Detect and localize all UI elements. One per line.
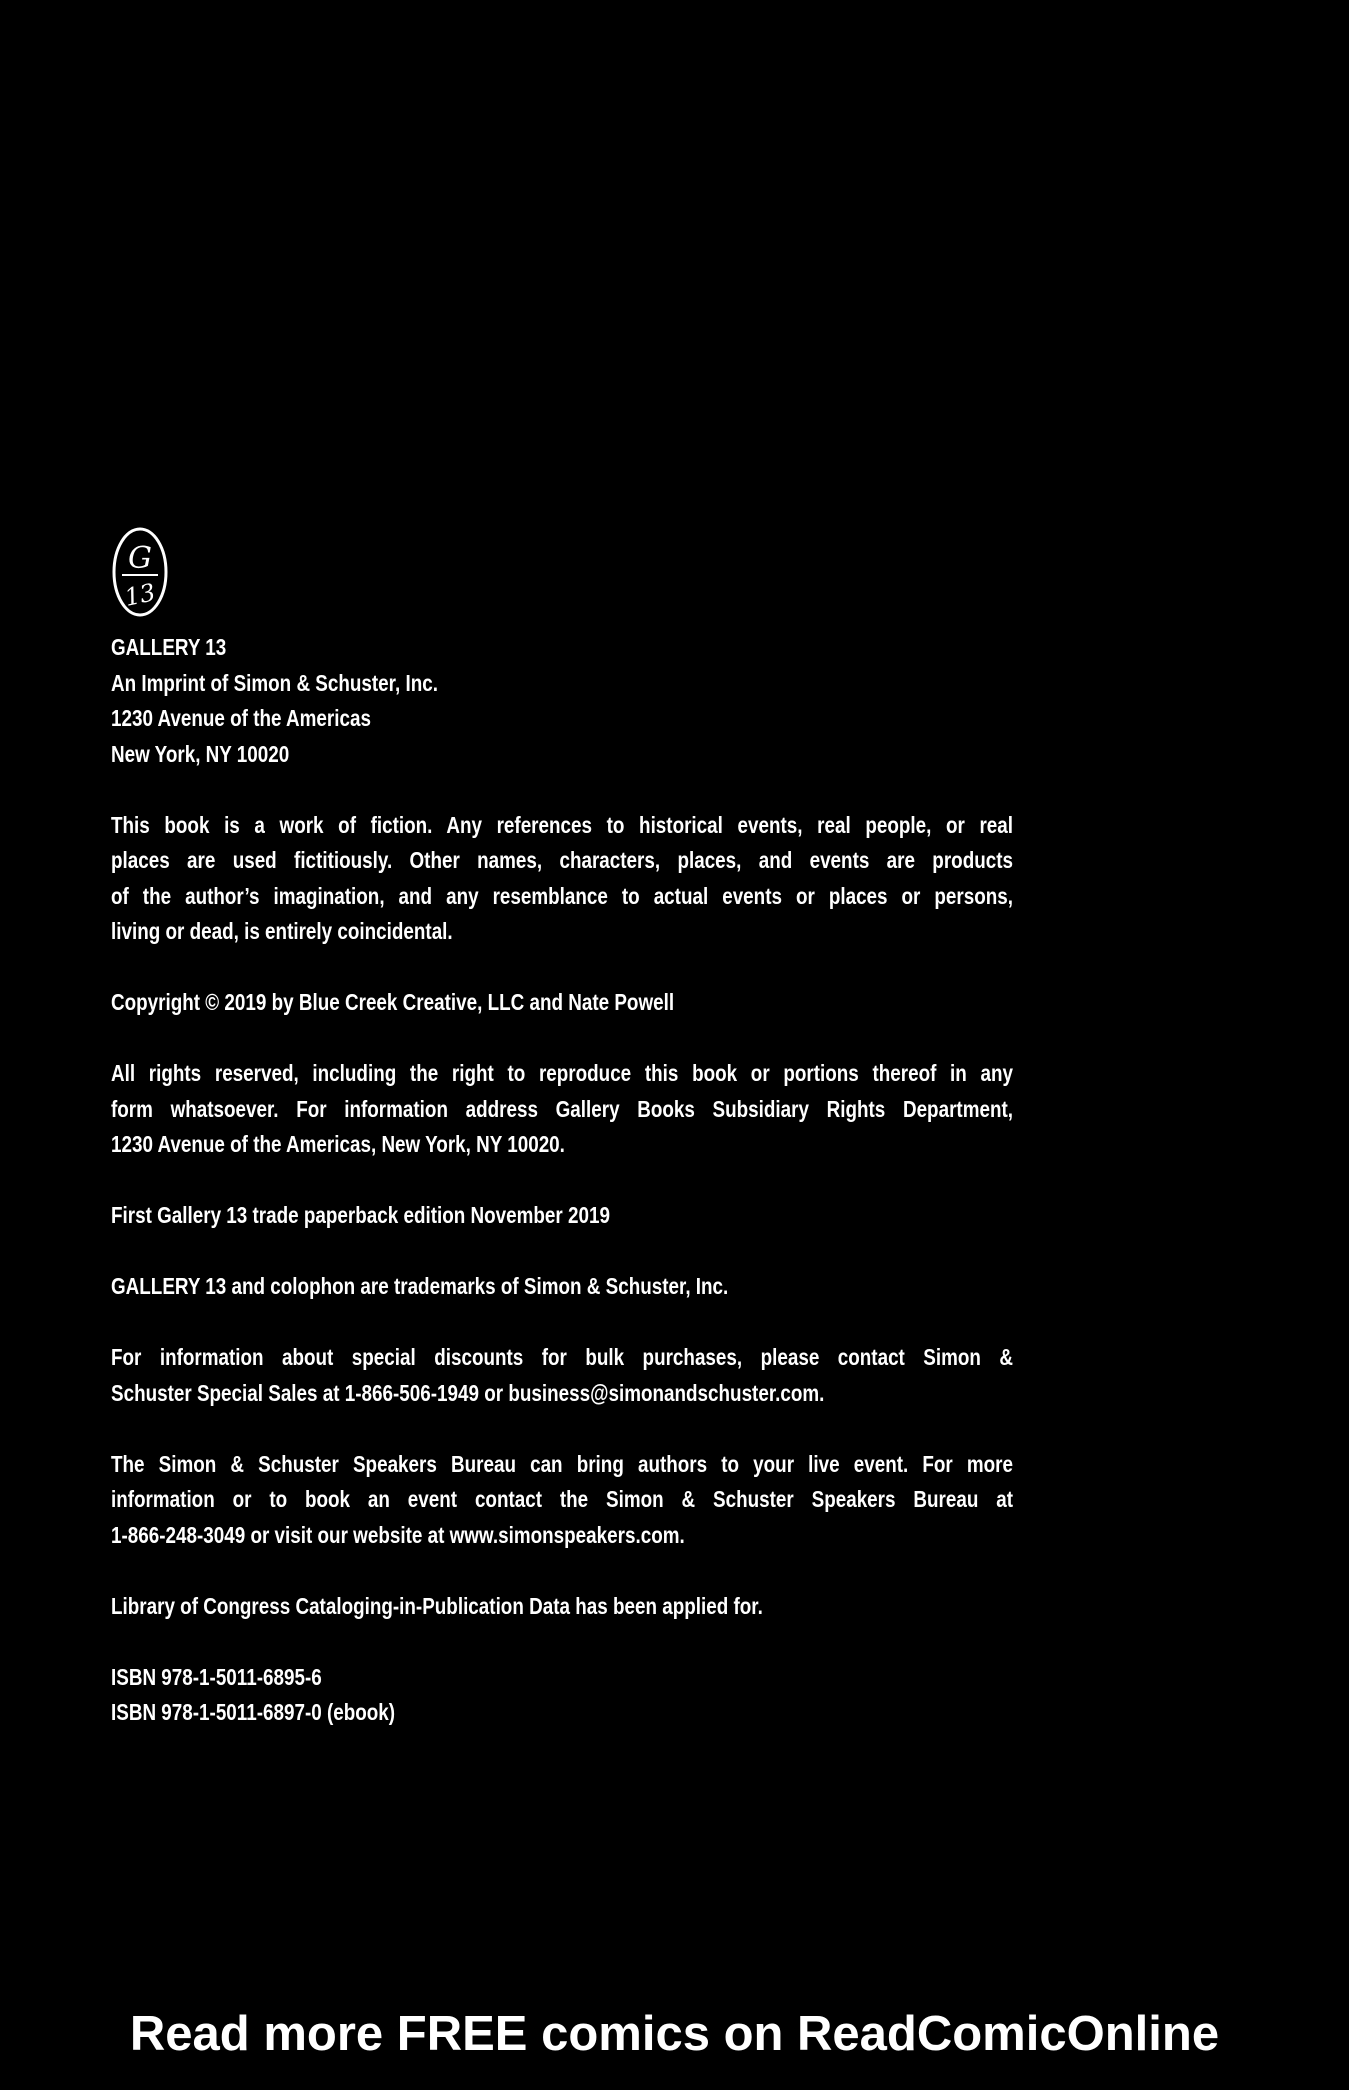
fiction-notice-line: living or dead, is entirely coincidental. [111,918,453,944]
special-sales-line: Schuster Special Sales at 1-866-506-1949 or business@simonandschuster.com. [111,1379,825,1406]
fiction-notice-line: This book is a work of fiction. Any references to historical events, real people, or real [111,811,1013,838]
imprint-name: GALLERY 13 [111,634,227,660]
isbn-print: ISBN 978-1-5011-6895-6 [111,1663,322,1690]
speakers-bureau-line: 1-866-248-3049 or visit our website at www.simonspeakers.com. [111,1521,685,1548]
trademark-line: GALLERY 13 and colophon are trademarks of Simon & Schuster, Inc. [111,1273,729,1299]
svg-text:13: 13 [122,578,158,612]
isbn-ebook: ISBN 978-1-5011-6897-0 (ebook) [111,1699,396,1725]
imprint-of: An Imprint of Simon & Schuster, Inc. [111,669,438,696]
isbn-block [111,1660,1013,1731]
colophon-text [111,630,1013,1766]
trademark-notice [111,1269,1013,1305]
special-sales-notice [111,1340,1013,1411]
imprint-block [111,630,1013,772]
rights-notice-line: 1230 Avenue of the Americas, New York, NY 10020. [111,1131,565,1157]
gallery-13-logo [110,525,170,620]
copyright-notice [111,985,1013,1021]
address-line-1: 1230 Avenue of the Americas [111,705,371,731]
rights-notice [111,1056,1013,1163]
copyright-line: Copyright © 2019 by Blue Creek Creative, LLC and Nate Powell [111,989,675,1015]
special-sales-line: For information about special discounts for bulk purchases, please contact Simon & [111,1344,1013,1370]
rights-notice-line: form whatsoever. For information address Gallery Books Subsidiary Rights Department, [111,1095,1013,1122]
speakers-bureau-notice [111,1447,1013,1554]
speakers-bureau-line: information or to book an event contact the Simon & Schuster Speakers Bureau at [111,1486,1013,1512]
edition-notice [111,1198,1013,1234]
loc-notice [111,1589,1013,1625]
edition-line: First Gallery 13 trade paperback edition November 2019 [111,1202,610,1228]
address-line-2: New York, NY 10020 [111,740,290,767]
speakers-bureau-line: The Simon & Schuster Speakers Bureau can bring authors to your live event. For more [111,1450,1013,1477]
fiction-notice [111,808,1013,950]
fiction-notice-line: places are used fictitiously. Other names, characters, places, and events are products [111,847,1013,873]
svg-text:G: G [128,541,152,576]
fiction-notice-line: of the author’s imagination, and any resemblance to actual events or places or persons, [111,882,1013,909]
footer-banner: Read more FREE comics on ReadComicOnline [129,2007,1220,2061]
rights-notice-line: All rights reserved, including the right to reproduce this book or portions thereof in any [111,1060,1013,1086]
loc-line: Library of Congress Cataloging-in-Publication Data has been applied for. [111,1592,763,1619]
